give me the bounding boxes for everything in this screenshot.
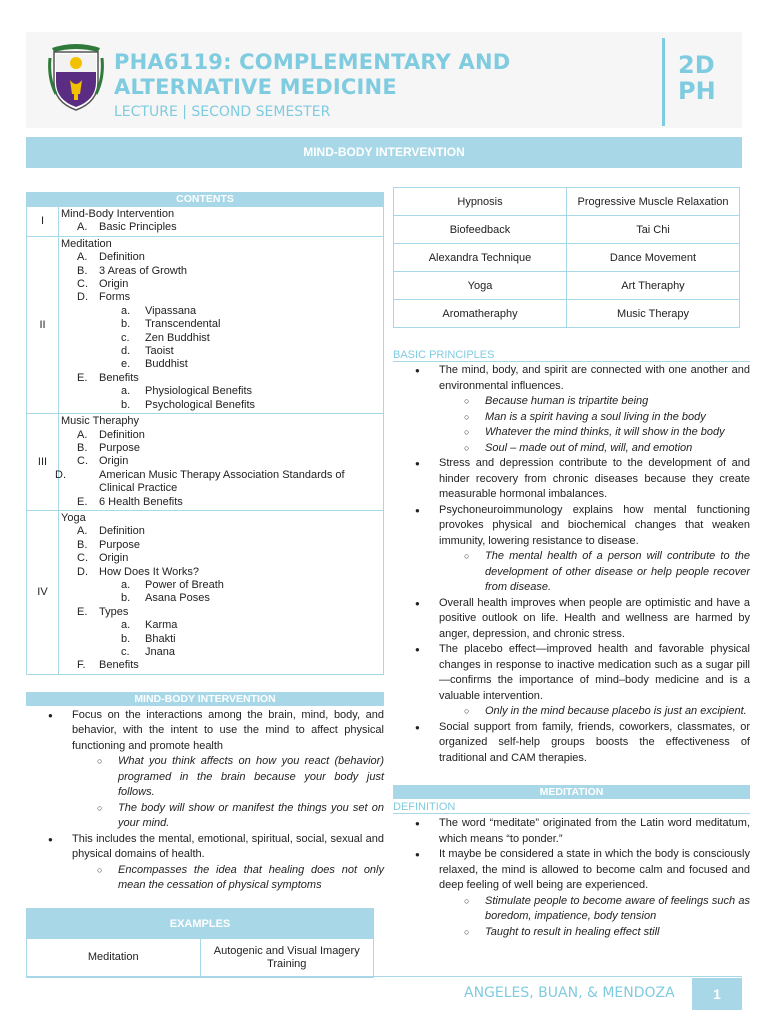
sub-bullet-list <box>439 894 750 941</box>
header-divider <box>662 38 665 126</box>
sub-bullet-list <box>72 754 384 832</box>
contents-section-number: III <box>27 414 59 511</box>
contents-entry-marker: a. <box>121 619 131 632</box>
examples-row <box>27 939 373 977</box>
sub-bullet-item: ○ Taught to result in healing effect still <box>439 925 750 941</box>
contents-entry-text: Definition <box>99 428 145 441</box>
page-number: 1 <box>692 978 742 1010</box>
contents-entry-marker: c. <box>121 646 130 658</box>
examples-row <box>394 244 740 272</box>
sub-bullet-item: ○ Encompasses the idea that healing does not only mean the cessation of physical symptoms <box>72 863 384 894</box>
examples-cell: Dance Movement <box>567 244 740 272</box>
right-column <box>393 187 750 940</box>
contents-entry-marker: E. <box>77 495 88 508</box>
contents-entry <box>61 429 381 442</box>
contents-entry <box>61 385 381 398</box>
contents-entry-text: Types <box>99 605 129 618</box>
section-code <box>678 52 716 104</box>
contents-entry-text: Karma <box>145 619 178 632</box>
examples-row <box>394 188 740 216</box>
bullet-text: It maybe be considered a state in which the body is consciously relaxed, the mind is allowed to become calm and focused and deep feeling of well being are experienced. <box>439 848 750 891</box>
examples-cell: Autogenic and Visual Imagery Training <box>200 939 374 977</box>
contents-entry <box>61 552 381 565</box>
sub-bullet-item: ○ What you think affects on how you react (behavior) programed in the brain because your body just follows. <box>72 754 384 801</box>
contents-entry-marker: a. <box>121 578 131 591</box>
examples-row <box>394 216 740 244</box>
sub-bullet-item: ○ The mental health of a person will contribute to the development of other disease or help people recover from disease. <box>439 549 750 596</box>
contents-entry-marker: b. <box>121 318 131 331</box>
contents-entry-marker: e. <box>121 358 131 371</box>
course-title: PHA6119: COMPLEMENTARY AND ALTERNATIVE MEDICINE <box>114 50 511 99</box>
sub-bullet-item: ○ Only in the mind because placebo is just an excipient. <box>439 704 750 720</box>
sub-bullet-list <box>439 549 750 596</box>
examples-cell: Alexandra Technique <box>394 244 567 272</box>
examples-heading: EXAMPLES <box>27 909 373 939</box>
contents-section-body <box>59 207 384 237</box>
contents-entry-marker: A. <box>77 251 88 264</box>
sub-bullet-item: ○ Whatever the mind thinks, it will show in the body <box>439 425 750 441</box>
contents-entry <box>61 251 381 264</box>
sub-bullet-list <box>439 704 750 720</box>
definition-heading: DEFINITION <box>393 801 750 814</box>
examples-cell: Music Therapy <box>567 300 740 328</box>
contents-entry <box>61 525 381 538</box>
mind-body-heading: MIND-BODY INTERVENTION <box>26 692 384 706</box>
contents-entry-text: Jnana <box>145 646 175 658</box>
bullet-text: The mind, body, and spirit are connected with one another and environmental influences. <box>439 364 750 392</box>
contents-entry <box>61 579 381 592</box>
contents-entry <box>61 372 381 385</box>
contents-entry <box>61 633 381 646</box>
contents-entry <box>61 592 381 605</box>
contents-row <box>27 207 384 237</box>
contents-entry <box>61 399 381 412</box>
contents-entry <box>61 305 381 318</box>
contents-entry-text: Benefits <box>99 659 139 672</box>
contents-section-body <box>59 236 384 413</box>
contents-entry-text: Transcendental <box>145 318 221 331</box>
contents-entry-marker: A. <box>77 428 88 441</box>
contents-row <box>27 236 384 413</box>
mind-body-list <box>26 708 384 894</box>
basic-principles-heading: BASIC PRINCIPLES <box>393 349 750 362</box>
contents-entry-marker: E. <box>77 605 88 618</box>
contents-entry <box>61 318 381 331</box>
bullet-text: The placebo effect—improved health and favorable physical changes in response to inactive medication such as a sugar pill—confirms the importance of mind–body medicine and is a valuable intervention. <box>439 643 750 702</box>
contents-row <box>27 510 384 674</box>
contents-entry-marker: B. <box>77 441 88 454</box>
contents-entry-text: Zen Buddhist <box>145 331 210 344</box>
bullet-item <box>393 847 750 940</box>
contents-heading: CONTENTS <box>26 192 384 206</box>
bullet-item <box>26 832 384 894</box>
footer-authors: ANGELES, BUAN, & MENDOZA <box>464 985 675 1001</box>
contents-entry-marker: A. <box>77 525 88 538</box>
contents-entry <box>61 278 381 291</box>
contents-entry <box>61 566 381 579</box>
contents-entry <box>61 358 381 371</box>
contents-entry-text: Asana Poses <box>145 592 210 605</box>
examples-row <box>394 272 740 300</box>
contents-entry <box>61 415 381 428</box>
examples-cell: Meditation <box>87 951 139 964</box>
contents-entry-text: Physiological Benefits <box>145 385 253 398</box>
contents-entry-marker: b. <box>121 632 131 645</box>
contents-section-number: I <box>27 207 59 237</box>
contents-entry-text: Definition <box>99 251 145 264</box>
sub-bullet-item: ○ The body will show or manifest the things you set on your mind. <box>72 801 384 832</box>
contents-entry <box>61 265 381 278</box>
contents-entry-text: 3 Areas of Growth <box>99 264 188 277</box>
contents-entry-text: Yoga <box>61 511 86 524</box>
sub-bullet-list <box>72 863 384 894</box>
contents-entry <box>61 646 381 659</box>
sub-bullet-item: ○ Soul – made out of mind, will, and emotion <box>439 441 750 457</box>
examples-row <box>394 300 740 328</box>
contents-entry-text: Mind-Body Intervention <box>61 208 175 220</box>
contents-entry-text: Origin <box>99 552 129 565</box>
bullet-text: The word “meditate” originated from the Latin word meditatum, which means “to ponder.” <box>439 817 750 845</box>
topic-banner: MIND-BODY INTERVENTION <box>26 137 742 168</box>
bullet-item <box>393 596 750 643</box>
examples-cell: Art Theraphy <box>567 272 740 300</box>
section-code-line2: PH <box>678 77 716 105</box>
contents-entry-marker: D. <box>55 468 66 481</box>
contents-entry <box>61 345 381 358</box>
contents-entry-marker: C. <box>77 455 88 468</box>
basic-principles-list <box>393 363 750 766</box>
bullet-item <box>26 708 384 832</box>
contents-entry-marker: E. <box>77 371 88 384</box>
bullet-text: Social support from family, friends, coworkers, classmates, or organized self-help groups boosts the effectiveness of traditional and CAM therapies. <box>439 720 750 764</box>
contents-entry-text: Purpose <box>99 441 140 454</box>
bullet-text: Stress and depression contribute to the development of and hinder recovery from chronic diseases because they create measurable hormonal imbalances. <box>439 457 750 500</box>
contents-entry <box>55 468 381 496</box>
contents-entry-marker: F. <box>77 659 86 672</box>
contents-entry-marker: b. <box>121 592 131 605</box>
page-header <box>26 32 742 128</box>
contents-entry-text: Psychological Benefits <box>145 398 256 411</box>
contents-entry-marker: b. <box>121 398 131 411</box>
contents-entry-text: How Does It Works? <box>99 565 200 578</box>
meditation-heading: MEDITATION <box>393 785 750 799</box>
contents-entry <box>61 496 381 509</box>
contents-entry <box>61 208 381 221</box>
section-code-line1: 2D <box>678 51 715 79</box>
contents-section-number: II <box>27 236 59 413</box>
contents-entry-text: Buddhist <box>145 358 188 371</box>
contents-entry-text: 6 Health Benefits <box>99 495 183 508</box>
contents-entry-text: Taoist <box>145 345 174 358</box>
contents-entry-marker: c. <box>121 331 130 344</box>
contents-entry <box>61 659 381 672</box>
examples-cell: Progressive Muscle Relaxation <box>567 188 740 216</box>
meditation-definition-list <box>393 816 750 940</box>
contents-entry <box>61 238 381 251</box>
examples-cell: Biofeedback <box>394 216 567 244</box>
contents-entry <box>61 442 381 455</box>
contents-entry-marker: a. <box>121 385 131 398</box>
contents-entry <box>61 332 381 345</box>
contents-entry-marker: C. <box>77 552 88 565</box>
contents-entry-text: Origin <box>99 278 129 291</box>
contents-entry-marker: B. <box>77 538 88 551</box>
contents-row <box>27 414 384 511</box>
contents-entry <box>61 221 381 234</box>
sub-bullet-list <box>439 394 750 456</box>
sub-bullet-item: ○ Stimulate people to become aware of feelings such as boredom, impatience, body tension <box>439 894 750 925</box>
examples-cell: Tai Chi <box>567 216 740 244</box>
contents-section-body <box>55 414 384 511</box>
contents-entry <box>61 455 381 468</box>
examples-cell: Hypnosis <box>394 188 567 216</box>
bullet-item <box>393 456 750 503</box>
footer-divider <box>26 976 742 977</box>
contents-entry <box>61 539 381 552</box>
bullet-text: Psychoneuroimmunology explains how mental functioning provokes physical and biochemical changes that weaken immunity, lowering resistance to disease. <box>439 503 750 547</box>
examples-cell: Yoga <box>394 272 567 300</box>
examples-continued-table <box>393 187 740 328</box>
contents-entry-marker: d. <box>121 345 131 358</box>
bullet-item <box>393 642 750 720</box>
contents-entry-text: Bhakti <box>145 632 176 645</box>
contents-entry-marker: B. <box>77 264 88 277</box>
contents-entry <box>61 512 381 525</box>
contents-entry-marker: a. <box>121 304 131 317</box>
bullet-text: This includes the mental, emotional, spiritual, social, sexual and physical domains of health. <box>72 832 384 861</box>
bullet-text: Overall health improves when people are optimistic and have a positive outlook on life. Health and wellness are harmed by anger, depression, and chronic stress. <box>439 596 750 640</box>
contents-entry-text: Definition <box>99 525 145 538</box>
contents-section-body <box>59 510 384 674</box>
contents-section-number: IV <box>27 510 59 674</box>
bullet-item <box>393 503 750 596</box>
bullet-item <box>393 816 750 847</box>
contents-entry-text: Origin <box>99 455 129 468</box>
contents-entry <box>61 606 381 619</box>
contents-entry <box>61 291 381 304</box>
contents-entry-marker: C. <box>77 278 88 291</box>
university-crest-icon <box>46 38 106 114</box>
contents-entry-text: Forms <box>99 291 131 304</box>
left-column <box>26 192 384 978</box>
contents-entry-text: Vipassana <box>145 304 197 317</box>
contents-entry-text: American Music Therapy Association Standards of Clinical Practice <box>99 468 345 495</box>
examples-table <box>26 908 374 978</box>
contents-entry-text: Benefits <box>99 371 139 384</box>
contents-entry-marker: D. <box>77 565 88 578</box>
examples-cell: Aromatheraphy <box>394 300 567 328</box>
sub-bullet-item: ○ Because human is tripartite being <box>439 394 750 410</box>
course-subtitle: LECTURE | SECOND SEMESTER <box>114 104 331 120</box>
bullet-text: Focus on the interactions among the brain, mind, body, and behavior, with the intent to use the mind to affect physical functioning and promote health <box>72 708 384 752</box>
bullet-item <box>393 720 750 767</box>
contents-entry-marker: D. <box>77 291 88 304</box>
contents-entry-text: Basic Principles <box>99 221 177 234</box>
contents-entry-text: Meditation <box>61 237 112 250</box>
contents-entry-text: Power of Breath <box>145 578 224 591</box>
bullet-item <box>393 363 750 456</box>
sub-bullet-item: ○ Man is a spirit having a soul living in the body <box>439 410 750 426</box>
contents-entry-marker: A. <box>77 221 88 234</box>
contents-table <box>26 206 384 675</box>
contents-entry <box>61 619 381 632</box>
contents-entry-text: Purpose <box>99 538 140 551</box>
contents-entry-text: Music Theraphy <box>61 415 140 428</box>
